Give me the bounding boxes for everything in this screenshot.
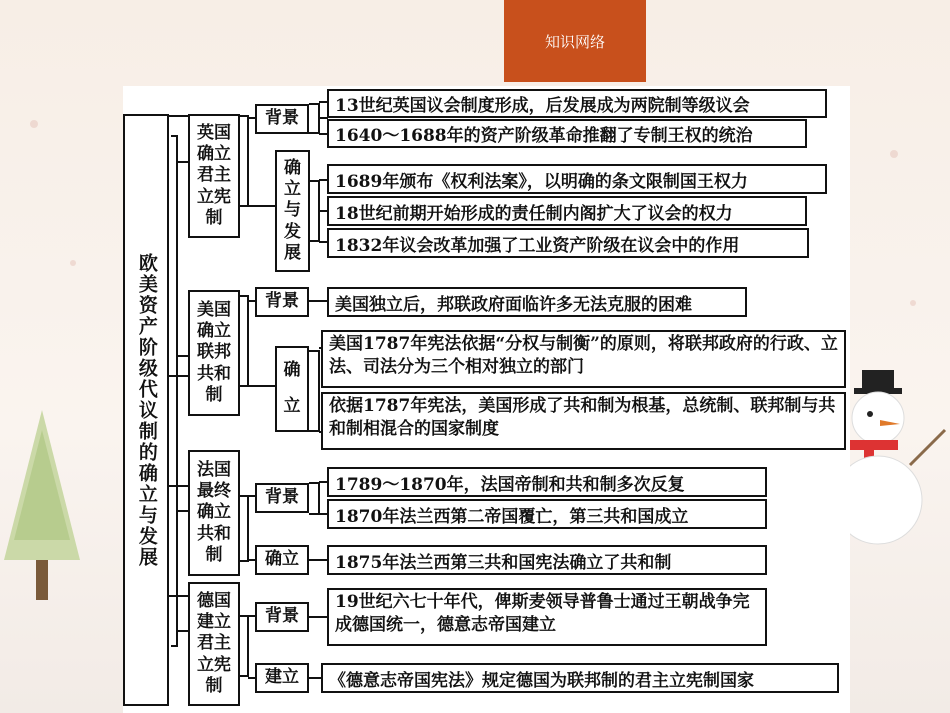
branch-usa-label: 美国确立联邦共和制 xyxy=(197,299,231,405)
england-establish-label xyxy=(275,150,310,272)
branch-england xyxy=(188,114,240,238)
germany-bg-item-1 xyxy=(327,588,767,646)
england-background-label xyxy=(255,104,309,134)
root-node xyxy=(123,114,169,706)
france-establish-label xyxy=(255,545,309,575)
item-text: 美国1787年宪法依据“分权与制衡”的原则，将联邦政府的行政、立法、司法分为三个相对独立的部门 xyxy=(329,334,838,377)
item-text: 1875年法兰西第三共和国宪法确立了共和制 xyxy=(335,552,672,573)
item-text: 美国独立后，邦联政府面临许多无法克服的困难 xyxy=(335,294,692,315)
item-text: 18世纪前期开始形成的责任制内阁扩大了议会的权力 xyxy=(335,203,733,224)
section-title-text: 知识网络 xyxy=(544,32,605,51)
usa-background-text: 背景 xyxy=(265,291,299,312)
knowledge-network-diagram xyxy=(123,86,850,713)
branch-france xyxy=(188,450,240,576)
item-text: 1789～1870年，法国帝制和共和制多次反复 xyxy=(335,474,685,495)
germany-est-item-1 xyxy=(321,663,839,693)
usa-establish-label xyxy=(275,346,309,432)
france-background-label xyxy=(255,483,309,513)
france-bg-item-2 xyxy=(327,499,767,529)
snow-dot xyxy=(910,300,916,306)
usa-est-item-1 xyxy=(321,330,846,388)
england-est-item-3 xyxy=(327,228,809,258)
item-text: 1640～1688年的资产阶级革命推翻了专制王权的统治 xyxy=(335,126,753,146)
item-text: 1832年议会改革加强了工业资产阶级在议会中的作用 xyxy=(335,235,740,256)
item-text: 《德意志帝国宪法》规定德国为联邦制的君主立宪制国家 xyxy=(329,670,754,691)
snowman-icon xyxy=(850,370,950,590)
item-text: 1870年法兰西第二帝国覆亡，第三共和国成立 xyxy=(335,506,689,527)
branch-germany-label: 德国建立君主立宪制 xyxy=(197,590,231,696)
england-establish-text: 确立与发展 xyxy=(284,157,301,263)
snow-dot xyxy=(70,260,76,266)
france-bg-item-1 xyxy=(327,467,767,497)
france-est-item-1 xyxy=(327,545,767,575)
item-text: 13世纪英国议会制度形成，后发展成为两院制等级议会 xyxy=(335,96,750,116)
usa-establish-text: 确立 xyxy=(283,360,301,416)
item-text: 依据1787年宪法，美国形成了共和制为根基，总统制、联邦制与共和制相混合的国家制度 xyxy=(329,396,836,439)
france-background-text: 背景 xyxy=(265,487,299,508)
branch-france-label: 法国最终确立共和制 xyxy=(197,459,231,565)
item-text: 1689年颁布《权利法案》，以明确的条文限制国王权力 xyxy=(335,171,748,192)
germany-background-text: 背景 xyxy=(265,606,299,627)
germany-establish-text: 建立 xyxy=(265,667,299,688)
item-text: 19世纪六七十年代，俾斯麦领导普鲁士通过王朝战争完成德国统一，德意志帝国建立 xyxy=(335,592,750,635)
snow-dot xyxy=(890,150,898,158)
usa-background-label xyxy=(255,287,309,317)
branch-england-label: 英国确立君主立宪制 xyxy=(197,122,231,228)
england-background-text: 背景 xyxy=(265,108,299,129)
germany-background-label xyxy=(255,602,309,632)
england-est-item-1 xyxy=(327,164,827,194)
usa-est-item-2 xyxy=(321,392,846,450)
england-bg-item-2 xyxy=(327,119,807,148)
england-bg-item-1 xyxy=(327,89,827,118)
root-node-label: 欧美资产阶级代议制的确立与发展 xyxy=(135,252,158,568)
germany-establish-label xyxy=(255,663,309,693)
snow-dot xyxy=(30,120,38,128)
section-title xyxy=(504,0,646,82)
branch-usa xyxy=(188,290,240,416)
branch-germany xyxy=(188,582,240,706)
england-est-item-2 xyxy=(327,196,807,226)
usa-bg-item-1 xyxy=(327,287,747,317)
france-establish-text: 确立 xyxy=(265,549,299,570)
pine-tree-icon xyxy=(0,410,122,610)
